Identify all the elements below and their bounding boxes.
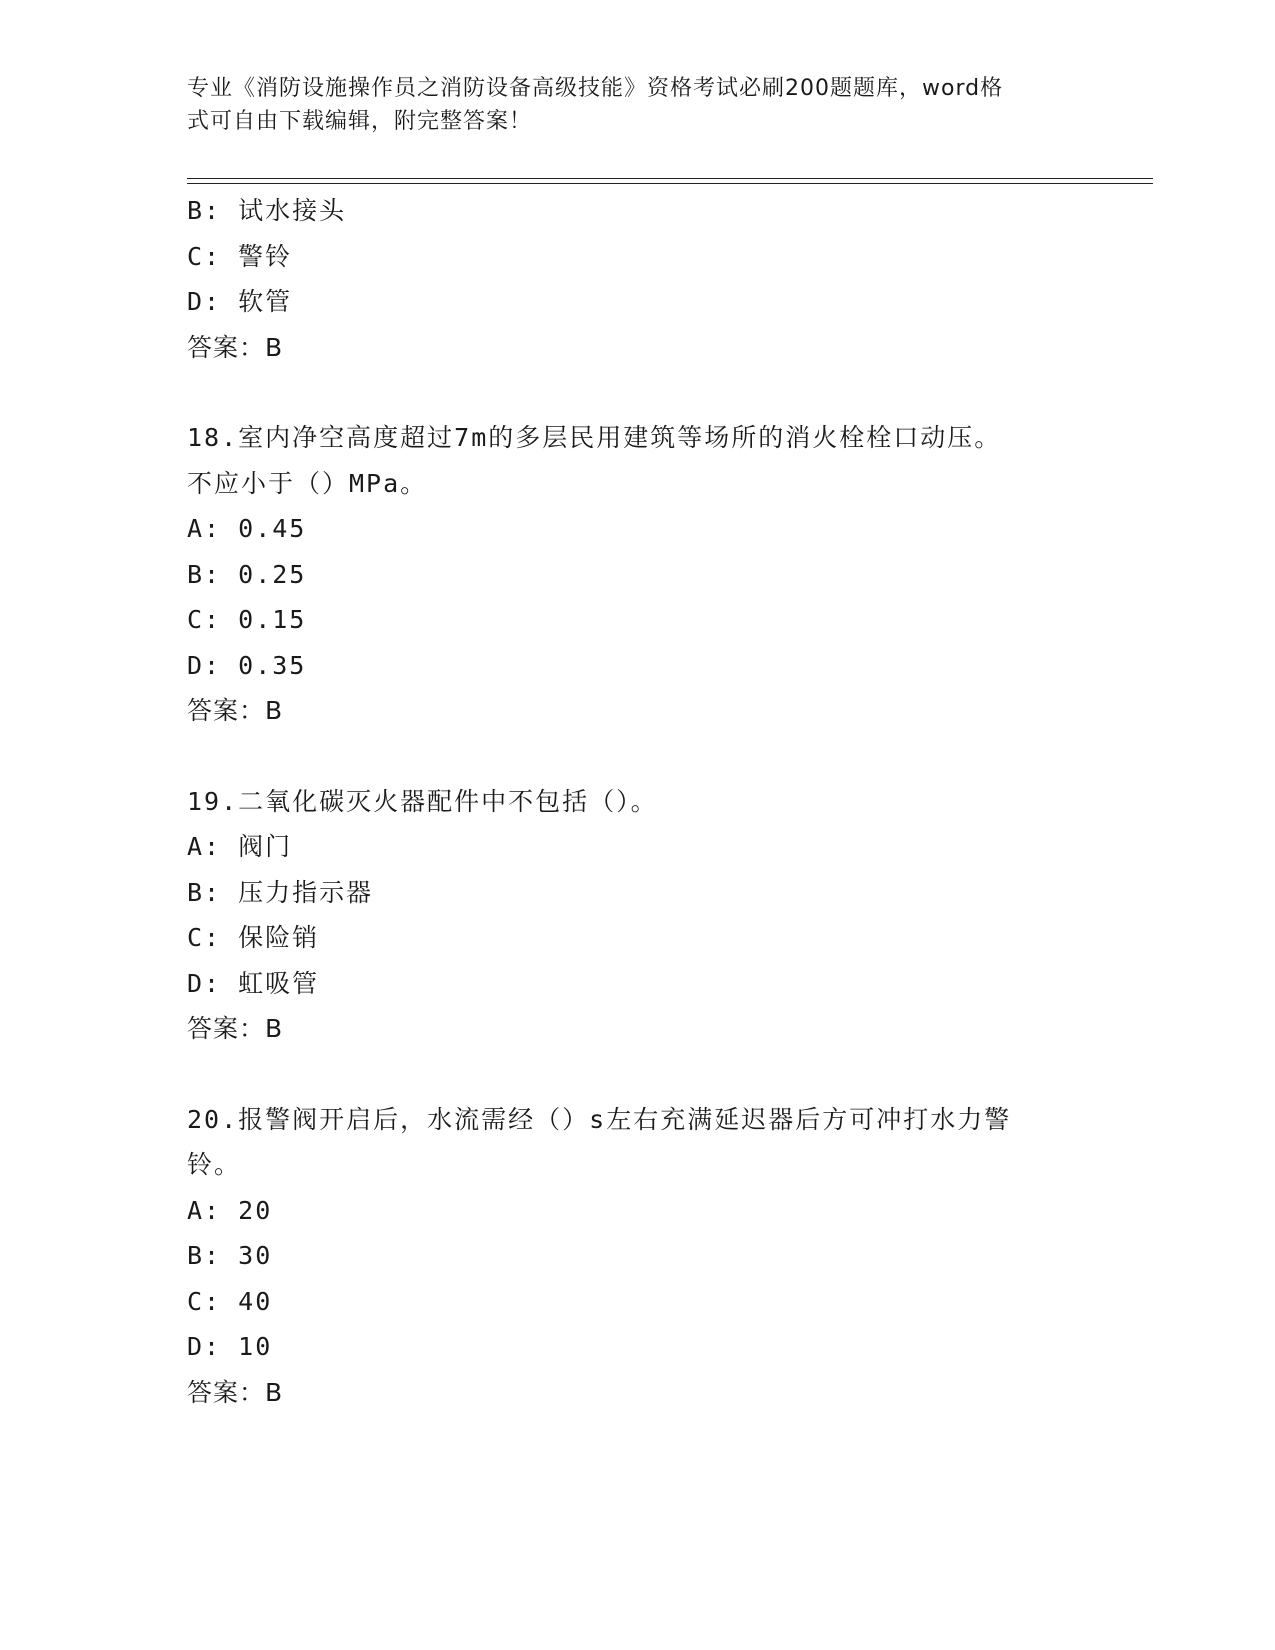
option-d: D: 0.35 [187, 650, 307, 680]
option-d: D: 10 [187, 1332, 273, 1361]
option-b: B: 30 [187, 1241, 273, 1270]
option-a: A: 阀门 [187, 832, 293, 861]
option-b: B: 压力指示器 [187, 877, 374, 907]
question-19 [187, 779, 1087, 1052]
option-a: A: 20 [187, 1195, 273, 1225]
question-18 [187, 415, 1087, 734]
question-20 [187, 1097, 1087, 1416]
answer: 答案：B [187, 332, 284, 362]
question-stem-line: 不应小于（）MPa。 [187, 468, 428, 498]
option-b: B: 试水接头 [187, 196, 347, 225]
question-content [187, 188, 1087, 1415]
option-c: C: 警铃 [187, 241, 293, 271]
document-header [187, 72, 1067, 138]
partial-question [187, 188, 1087, 370]
option-c: C: 保险销 [187, 923, 320, 952]
answer: 答案：B [187, 696, 284, 725]
question-stem-line: 19.二氧化碳灭火器配件中不包括（）。 [187, 786, 658, 816]
question-stem-line: 18.室内净空高度超过7m的多层民用建筑等场所的消火栓栓口动压。 [187, 423, 1002, 452]
answer: 答案：B [187, 1014, 284, 1043]
question-stem-line: 20.报警阀开启后，水流需经（）s左右充满延迟器后方可冲打水力警 [187, 1104, 1012, 1134]
option-b: B: 0.25 [187, 559, 307, 589]
option-c: C: 0.15 [187, 605, 307, 634]
header-line-2: 式可自由下载编辑，附完整答案！ [187, 109, 533, 134]
option-a: A: 0.45 [187, 514, 307, 543]
header-divider-top [187, 178, 1153, 179]
option-d: D: 软管 [187, 287, 293, 316]
answer: 答案：B [187, 1377, 284, 1407]
option-c: C: 40 [187, 1286, 273, 1316]
header-line-1: 专业《消防设施操作员之消防设备高级技能》资格考试必刷200题题库，word格 [187, 76, 1004, 101]
option-d: D: 虹吸管 [187, 968, 320, 998]
header-divider-bottom [187, 183, 1153, 184]
question-stem-line: 铃。 [187, 1150, 242, 1179]
